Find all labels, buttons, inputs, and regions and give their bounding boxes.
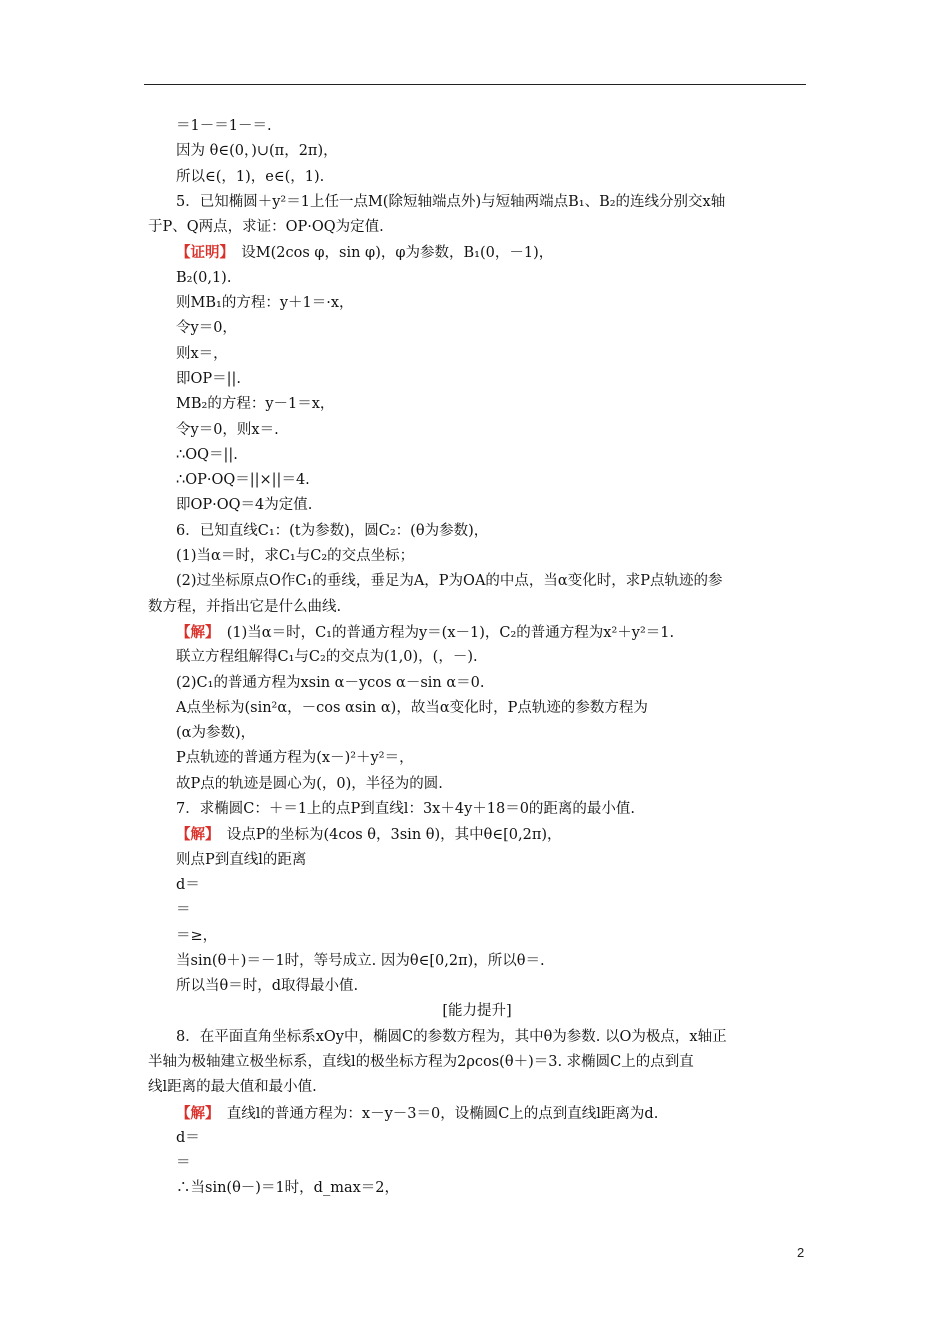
line-text: 6．已知直线C₁：(t为参数)，圆C₂：(θ为参数)， (176, 522, 489, 539)
line-text: 因为 θ∈(0，)∪(π，2π)， (176, 143, 338, 160)
text-line (148, 746, 806, 771)
line-text: 即OP·OQ＝4为定值. (176, 497, 313, 514)
line-text: ＝≥， (176, 927, 218, 944)
line-text: (2)过坐标原点O作C₁的垂线，垂足为A，P为OA的中点，当α变化时，求P点轨迹的参 (176, 573, 723, 590)
text-line (148, 797, 806, 822)
text-line (148, 645, 806, 670)
document-body (148, 114, 806, 1202)
text-line (148, 139, 806, 164)
line-text: 7．求椭圆C：＋＝1上的点P到直线l：3x＋4y＋18＝0的距离的最小值. (176, 801, 636, 818)
line-text: ＝ (176, 1155, 191, 1172)
solution-tag: 【解】 (176, 623, 213, 641)
line-text: d＝ (176, 876, 200, 893)
text-line (148, 519, 806, 544)
line-text: 则MB₁的方程：y＋1＝·x， (176, 295, 354, 312)
line-text: (1)当α＝时，C₁的普通方程为y＝(x－1)，C₂的普通方程为x²＋y²＝1. (212, 624, 675, 641)
text-line (148, 898, 806, 923)
text-line (148, 1101, 806, 1126)
line-text: 线l距离的最大值和最小值. (148, 1079, 317, 1096)
text-line (148, 1075, 806, 1100)
line-text: 联立方程组解得C₁与C₂的交点为(1,0)，(，－). (176, 649, 478, 666)
text-line (148, 165, 806, 190)
text-line (148, 569, 806, 594)
line-text: 故P点的轨迹是圆心为(，0)，半径为的圆. (176, 775, 443, 792)
line-text: B₂(0,1). (176, 269, 232, 286)
text-line (148, 721, 806, 746)
line-text: ＝1－＝1－＝. (176, 118, 272, 134)
text-line (148, 671, 806, 696)
text-line (148, 1126, 806, 1151)
line-text: A点坐标为(sin²α，－cos αsin α)，故当α变化时，P点轨迹的参数方程为 (176, 699, 648, 716)
line-text: d＝ (176, 1129, 200, 1146)
text-line (148, 1050, 806, 1075)
line-text: ∴OQ＝||. (176, 446, 238, 463)
line-text: 直线l的普通方程为：x－y－3＝0，设椭圆C上的点到直线l距离为d. (212, 1105, 659, 1122)
text-line (148, 696, 806, 721)
line-text: ＝ (176, 902, 191, 919)
text-line (148, 1025, 806, 1050)
line-text: 于P、Q两点，求证：OP·OQ为定值. (148, 219, 384, 236)
line-text: MB₂的方程：y－1＝x， (176, 396, 335, 413)
text-line (148, 266, 806, 291)
line-text: 当sin(θ＋)＝－1时，等号成立. 因为θ∈[0,2π)，所以θ＝. (176, 952, 545, 969)
page-number: 2 (797, 1245, 805, 1260)
text-line (148, 544, 806, 569)
line-text: 5．已知椭圆＋y²＝1上任一点M(除短轴端点外)与短轴两端点B₁、B₂的连线分别交x轴 (176, 193, 726, 210)
text-line (148, 316, 806, 341)
line-text: ∴OP·OQ＝||×||＝4. (176, 472, 310, 489)
text-line (148, 999, 806, 1024)
text-line (148, 493, 806, 518)
line-text: 半轴为极轴建立极坐标系，直线l的极坐标方程为2ρcos(θ＋)＝3. 求椭圆C上的点到直 (148, 1053, 694, 1070)
text-line (148, 949, 806, 974)
header-rule (144, 84, 806, 85)
line-text: 即OP＝||. (176, 370, 242, 387)
line-text: 所以当θ＝时，d取得最小值. (176, 978, 359, 995)
solution-tag: 【解】 (176, 826, 213, 844)
line-text: (α为参数)， (176, 725, 256, 742)
text-line (148, 342, 806, 367)
text-line (148, 924, 806, 949)
text-line (148, 595, 806, 620)
line-text: ∴当sin(θ－)＝1时，d_max＝2， (176, 1180, 400, 1197)
text-line (148, 848, 806, 873)
line-text: (1)当α＝时，求C₁与C₂的交点坐标； (176, 548, 415, 565)
line-text: (2)C₁的普通方程为xsin α－ycos α－sin α＝0. (176, 674, 485, 691)
line-text: 设点P的坐标为(4cos θ，3sin θ)，其中θ∈[0,2π)， (212, 827, 562, 844)
solution-tag: 【解】 (176, 1104, 213, 1122)
solution-tag: 【证明】 (176, 244, 227, 262)
line-text: 数方程，并指出它是什么曲线. (148, 598, 342, 615)
line-text: 令y＝0， (176, 320, 237, 337)
text-line (148, 443, 806, 468)
text-line (148, 392, 806, 417)
line-text: 令y＝0，则x＝. (176, 421, 279, 438)
text-line (148, 1176, 806, 1201)
text-line (148, 367, 806, 392)
line-text: 则点P到直线l的距离 (176, 851, 307, 868)
line-text: 则x＝， (176, 345, 228, 362)
text-line (148, 772, 806, 797)
text-line (148, 620, 806, 645)
line-text: 8．在平面直角坐标系xOy中，椭圆C的参数方程为，其中θ为参数. 以O为极点，x轴正 (176, 1028, 727, 1045)
text-line (148, 291, 806, 316)
text-line (148, 190, 806, 215)
line-text: [能力提升] (442, 1003, 512, 1020)
text-line (148, 240, 806, 265)
text-line (148, 215, 806, 240)
line-text: 设M(2cos φ，sin φ)，φ为参数，B₁(0，－1)， (226, 245, 554, 262)
text-line (148, 822, 806, 847)
text-line (148, 114, 806, 139)
line-text: 所以∈(，1)，e∈(，1). (176, 168, 325, 185)
text-line (148, 418, 806, 443)
text-line (148, 468, 806, 493)
text-line (148, 1151, 806, 1176)
text-line (148, 974, 806, 999)
line-text: P点轨迹的普通方程为(x－)²＋y²＝， (176, 750, 414, 767)
text-line (148, 873, 806, 898)
